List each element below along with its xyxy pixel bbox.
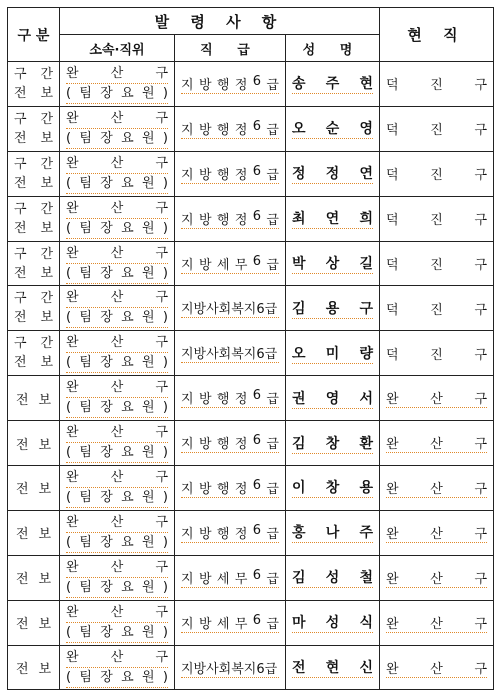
cell-type: 구 간 전 보 bbox=[8, 151, 60, 196]
cell-current: 완 산 구 bbox=[380, 376, 494, 421]
cell-type: 구 간 전 보 bbox=[8, 286, 60, 331]
cell-current: 덕 진 구 bbox=[380, 196, 494, 241]
cell-name: 김 창 환 bbox=[286, 421, 380, 466]
cell-dept-position: 완 산 구 ( 팀 장 요 원 ) bbox=[60, 331, 175, 376]
cell-type: 구 간 전 보 bbox=[8, 106, 60, 151]
table-row bbox=[8, 555, 494, 600]
cell-grade: 지방사회복지6급 bbox=[175, 331, 286, 376]
header-order: 발 령 사 항 bbox=[60, 8, 380, 35]
cell-dept-position: 완 산 구 ( 팀 장 요 원 ) bbox=[60, 376, 175, 421]
cell-name: 오 미 량 bbox=[286, 331, 380, 376]
cell-grade: 지방사회복지6급 bbox=[175, 645, 286, 690]
cell-name: 홍 나 주 bbox=[286, 510, 380, 555]
cell-type: 전 보 bbox=[8, 466, 60, 511]
cell-dept-position: 완 산 구 ( 팀 장 요 원 ) bbox=[60, 466, 175, 511]
cell-current: 덕 진 구 bbox=[380, 62, 494, 107]
table-row bbox=[8, 241, 494, 286]
cell-name: 마 성 식 bbox=[286, 600, 380, 645]
cell-dept-position: 완 산 구 ( 팀 장 요 원 ) bbox=[60, 106, 175, 151]
cell-type: 구 간 전 보 bbox=[8, 196, 60, 241]
cell-type: 전 보 bbox=[8, 645, 60, 690]
cell-dept-position: 완 산 구 ( 팀 장 요 원 ) bbox=[60, 555, 175, 600]
table-row bbox=[8, 421, 494, 466]
cell-dept-position: 완 산 구 ( 팀 장 요 원 ) bbox=[60, 645, 175, 690]
cell-name: 오 순 영 bbox=[286, 106, 380, 151]
cell-grade: 지 방 행 정 6 급 bbox=[175, 62, 286, 107]
cell-current: 완 산 구 bbox=[380, 555, 494, 600]
cell-dept-position: 완 산 구 ( 팀 장 요 원 ) bbox=[60, 600, 175, 645]
table-row bbox=[8, 510, 494, 555]
cell-current: 완 산 구 bbox=[380, 645, 494, 690]
table-row bbox=[8, 376, 494, 421]
cell-grade: 지 방 행 정 6 급 bbox=[175, 466, 286, 511]
cell-current: 덕 진 구 bbox=[380, 151, 494, 196]
cell-dept-position: 완 산 구 ( 팀 장 요 원 ) bbox=[60, 196, 175, 241]
cell-name: 이 창 용 bbox=[286, 466, 380, 511]
header-grade: 직 급 bbox=[175, 35, 286, 62]
cell-name: 전 현 신 bbox=[286, 645, 380, 690]
cell-grade: 지 방 행 정 6 급 bbox=[175, 510, 286, 555]
cell-name: 박 상 길 bbox=[286, 241, 380, 286]
cell-name: 최 연 희 bbox=[286, 196, 380, 241]
cell-type: 구 간 전 보 bbox=[8, 241, 60, 286]
cell-dept-position: 완 산 구 ( 팀 장 요 원 ) bbox=[60, 286, 175, 331]
cell-grade: 지 방 행 정 6 급 bbox=[175, 151, 286, 196]
cell-name: 김 용 구 bbox=[286, 286, 380, 331]
cell-type: 전 보 bbox=[8, 376, 60, 421]
cell-name: 송 주 현 bbox=[286, 62, 380, 107]
cell-grade: 지 방 행 정 6 급 bbox=[175, 106, 286, 151]
cell-current: 덕 진 구 bbox=[380, 331, 494, 376]
cell-dept-position: 완 산 구 ( 팀 장 요 원 ) bbox=[60, 241, 175, 286]
cell-type: 전 보 bbox=[8, 600, 60, 645]
cell-current: 완 산 구 bbox=[380, 510, 494, 555]
cell-grade: 지 방 세 무 6 급 bbox=[175, 555, 286, 600]
table-row bbox=[8, 600, 494, 645]
table-body bbox=[8, 62, 494, 690]
cell-type: 구 간 전 보 bbox=[8, 62, 60, 107]
table-row bbox=[8, 645, 494, 690]
header-name: 성 명 bbox=[286, 35, 380, 62]
table-row bbox=[8, 106, 494, 151]
header-current: 현 직 bbox=[380, 8, 494, 62]
cell-current: 완 산 구 bbox=[380, 466, 494, 511]
cell-dept-position: 완 산 구 ( 팀 장 요 원 ) bbox=[60, 421, 175, 466]
header-gubun: 구 분 bbox=[8, 8, 60, 62]
cell-dept-position: 완 산 구 ( 팀 장 요 원 ) bbox=[60, 510, 175, 555]
appointment-table bbox=[7, 7, 494, 690]
cell-grade: 지 방 세 무 6 급 bbox=[175, 241, 286, 286]
cell-grade: 지 방 행 정 6 급 bbox=[175, 421, 286, 466]
cell-type: 전 보 bbox=[8, 555, 60, 600]
table-row bbox=[8, 151, 494, 196]
cell-dept-position: 완 산 구 ( 팀 장 요 원 ) bbox=[60, 62, 175, 107]
cell-grade: 지 방 행 정 6 급 bbox=[175, 196, 286, 241]
header-dept: 소속·직위 bbox=[60, 35, 175, 62]
cell-name: 김 성 철 bbox=[286, 555, 380, 600]
table-row bbox=[8, 196, 494, 241]
cell-dept-position: 완 산 구 ( 팀 장 요 원 ) bbox=[60, 151, 175, 196]
cell-current: 덕 진 구 bbox=[380, 106, 494, 151]
cell-grade: 지방사회복지6급 bbox=[175, 286, 286, 331]
cell-type: 전 보 bbox=[8, 510, 60, 555]
table-row bbox=[8, 331, 494, 376]
table-row bbox=[8, 466, 494, 511]
cell-type: 전 보 bbox=[8, 421, 60, 466]
cell-grade: 지 방 행 정 6 급 bbox=[175, 376, 286, 421]
cell-current: 완 산 구 bbox=[380, 421, 494, 466]
cell-current: 완 산 구 bbox=[380, 600, 494, 645]
cell-current: 덕 진 구 bbox=[380, 286, 494, 331]
cell-name: 정 정 연 bbox=[286, 151, 380, 196]
cell-current: 덕 진 구 bbox=[380, 241, 494, 286]
table-row bbox=[8, 286, 494, 331]
cell-grade: 지 방 세 무 6 급 bbox=[175, 600, 286, 645]
cell-name: 권 영 서 bbox=[286, 376, 380, 421]
table-row bbox=[8, 62, 494, 107]
cell-type: 구 간 전 보 bbox=[8, 331, 60, 376]
